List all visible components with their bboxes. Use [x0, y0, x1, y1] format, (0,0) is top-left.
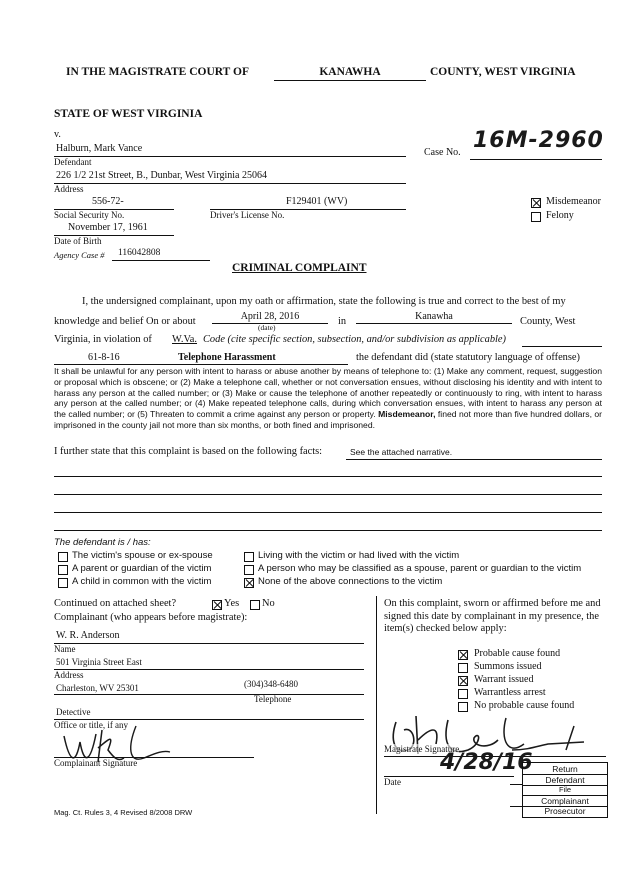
complainant-signature-label: Complainant Signature [54, 758, 138, 768]
court-title-suffix: COUNTY, WEST VIRGINIA [430, 66, 576, 78]
complainant-phone: (304)348-6480 [244, 679, 298, 689]
form-footer: Mag. Ct. Rules 3, 4 Revised 8/2008 DRW [54, 808, 193, 817]
distribution-file: File [558, 785, 572, 794]
magistrate-date-line [384, 776, 514, 777]
relationship-checkbox-4[interactable] [244, 565, 254, 575]
felony-checkbox[interactable] [531, 212, 541, 222]
defendant-address-line [54, 183, 406, 184]
case-number-label: Case No. [424, 147, 461, 158]
defendant-name: Halburn, Mark Vance [56, 143, 143, 154]
magistrate-item-0: Probable cause found [474, 648, 561, 659]
complainant-address-line [54, 669, 364, 670]
code-line [522, 346, 602, 347]
relationship-checkbox-0[interactable] [58, 552, 68, 562]
penalty-text: fined not more than five hundred dollars, or imprisoned in the county jail not more than six months, or both fined and imprisoned. [54, 409, 603, 430]
continued-no-checkbox[interactable] [250, 600, 260, 610]
misdemeanor-word: Misdemeanor, [378, 409, 436, 420]
magistrate-date-handwritten: 4/28/16 [440, 750, 533, 775]
section-line [54, 364, 348, 365]
distribution-tick-b [510, 806, 522, 807]
code-suffix: Code (cite specific section, subsection, and/or subdivision as applicable) [203, 334, 507, 345]
distribution-box [522, 762, 608, 818]
court-title-prefix: IN THE MAGISTRATE COURT OF [66, 66, 249, 78]
complainant-title: Detective [56, 707, 91, 717]
magistrate-date-label: Date [384, 777, 401, 787]
intro-line: I, the undersigned complainant, upon my oath or affirmation, state the following is true and correct to the best of my [82, 296, 566, 307]
complainant-name-label: Name [54, 644, 76, 654]
code-abbrev: W.Va. [172, 334, 198, 345]
magistrate-item-3: Warrantless arrest [474, 687, 546, 698]
offense-place-line [356, 323, 512, 324]
relationship-option-1: A parent or guardian of the victim [72, 563, 212, 574]
defendant-license: F129401 (WV) [286, 196, 348, 207]
misdemeanor-checkbox[interactable] [531, 198, 541, 208]
facts-line-2 [54, 494, 602, 495]
office-title-label: Office or title, if any [54, 720, 129, 730]
agency-case-line [112, 260, 210, 261]
agency-case-label: Agency Case # [54, 250, 105, 260]
relationship-option-3: Living with the victim or had lived with the victim [258, 550, 460, 561]
continued-yes-label: Yes [224, 598, 240, 609]
complainant-name: W. R. Anderson [56, 630, 120, 641]
agency-case-number: 116042808 [118, 248, 161, 258]
misdemeanor-label: Misdemeanor [546, 196, 601, 207]
magistrate-item-2: Warrant issued [474, 674, 534, 685]
defendant-name-line [54, 156, 406, 157]
virginia-prefix: Virginia, in violation of [54, 334, 152, 345]
defendant-address: 226 1/2 21st Street, B., Dunbar, West Virginia 25064 [56, 170, 267, 181]
magistrate-divider [376, 596, 377, 814]
in-word: in [338, 316, 347, 327]
distribution-defendant: Defendant [545, 775, 585, 785]
continued-yes-checkbox[interactable] [212, 600, 222, 610]
distribution-complainant: Complainant [541, 796, 589, 806]
document-title: CRIMINAL COMPLAINT [232, 262, 367, 274]
defendant-name-label: Defendant [54, 157, 92, 167]
relationship-checkbox-1[interactable] [58, 565, 68, 575]
ssn-label: Social Security No. [54, 210, 125, 220]
knowledge-prefix: knowledge and belief On or about [54, 316, 196, 327]
offense-date-label: (date) [258, 323, 276, 332]
relationship-option-4: A person who may be classified as a spouse, parent or guardian to the victim [258, 563, 582, 574]
versus: v. [54, 129, 61, 140]
offense-name: Telephone Harassment [178, 352, 276, 363]
case-number-line [470, 159, 602, 160]
relationship-option-2: A child in common with the victim [72, 576, 212, 587]
distribution-tick-a [510, 784, 522, 785]
facts-prefix: I further state that this complaint is based on the following facts: [54, 446, 323, 457]
relationship-option-0: The victim's spouse or ex-spouse [72, 550, 213, 561]
warrantless-checkbox[interactable] [458, 689, 468, 699]
magistrate-item-4: No probable cause found [474, 700, 575, 711]
complainant-name-line [54, 643, 364, 644]
warrant-checkbox[interactable] [458, 676, 468, 686]
statute-section: 61-8-16 [88, 352, 120, 363]
facts-line-1 [54, 476, 602, 477]
case-number: 16M-2960 [473, 128, 604, 153]
complainant-heading: Complainant (who appears before magistrate): [54, 612, 248, 623]
statute-text: It shall be unlawful for any person with intent to harass or abuse another by means of telephone to: (1) Make any comment, request, suggestion or proposal which is obscene; or (2) Make a telephone call, whether or not conversation ensues, without disclosing his identity and with intent to harass any person at the called number; or (3) Make or cause the telephone of another repeatedly or continuously to ring, with intent to harass any person at the called number; or (4) Make repeated telephone calls, during which conversation ensues, with intent to harass any person at the called number; or (5) Threaten to commit a crime against any person or property. [54, 366, 602, 420]
defendant-did: the defendant did (state statutory language of offense) [356, 352, 580, 363]
felony-label: Felony [546, 210, 574, 221]
complainant-address-label: Address [54, 670, 84, 680]
continued-no-label: No [262, 598, 275, 609]
facts-line-4 [54, 530, 602, 531]
relationship-checkbox-5[interactable] [244, 578, 254, 588]
defendant-ssn: 556-72- [92, 196, 124, 207]
relationship-checkbox-3[interactable] [244, 552, 254, 562]
county-west-suffix: County, West [520, 316, 576, 327]
facts-text: See the attached narrative. [350, 447, 453, 457]
probable-cause-checkbox[interactable] [458, 650, 468, 660]
dob-label: Date of Birth [54, 236, 102, 246]
complainant-phone-label: Telephone [254, 694, 292, 704]
facts-line-0 [346, 459, 602, 460]
relationship-heading: The defendant is / has: [54, 537, 151, 548]
continued-label: Continued on attached sheet? [54, 598, 177, 609]
defendant-dob: November 17, 1961 [68, 222, 148, 233]
summons-checkbox[interactable] [458, 663, 468, 673]
relationship-checkbox-2[interactable] [58, 578, 68, 588]
offense-date: April 28, 2016 [240, 311, 300, 322]
defendant-address-label: Address [54, 184, 84, 194]
magistrate-signature-label: Magistrate Signature [384, 744, 460, 754]
offense-place: Kanawha [415, 311, 453, 322]
complainant-city-line [54, 694, 364, 695]
court-county: KANAWHA [319, 66, 381, 78]
complainant-address: 501 Virginia Street East [56, 657, 142, 667]
magistrate-statement: On this complaint, sworn or affirmed before me and signed this date by complainant in my presence, the item(s) checked below apply: [384, 598, 601, 635]
distribution-prosecutor: Prosecutor [544, 806, 586, 816]
facts-line-3 [54, 512, 602, 513]
state-line: STATE OF WEST VIRGINIA [54, 108, 203, 120]
statute-language [54, 366, 602, 431]
county-underline [274, 80, 426, 81]
license-label: Driver's License No. [210, 210, 285, 220]
distribution-return: Return [552, 764, 578, 774]
complainant-city: Charleston, WV 25301 [56, 683, 139, 693]
magistrate-item-1: Summons issued [474, 661, 542, 672]
relationship-option-5: None of the above connections to the victim [258, 576, 443, 587]
